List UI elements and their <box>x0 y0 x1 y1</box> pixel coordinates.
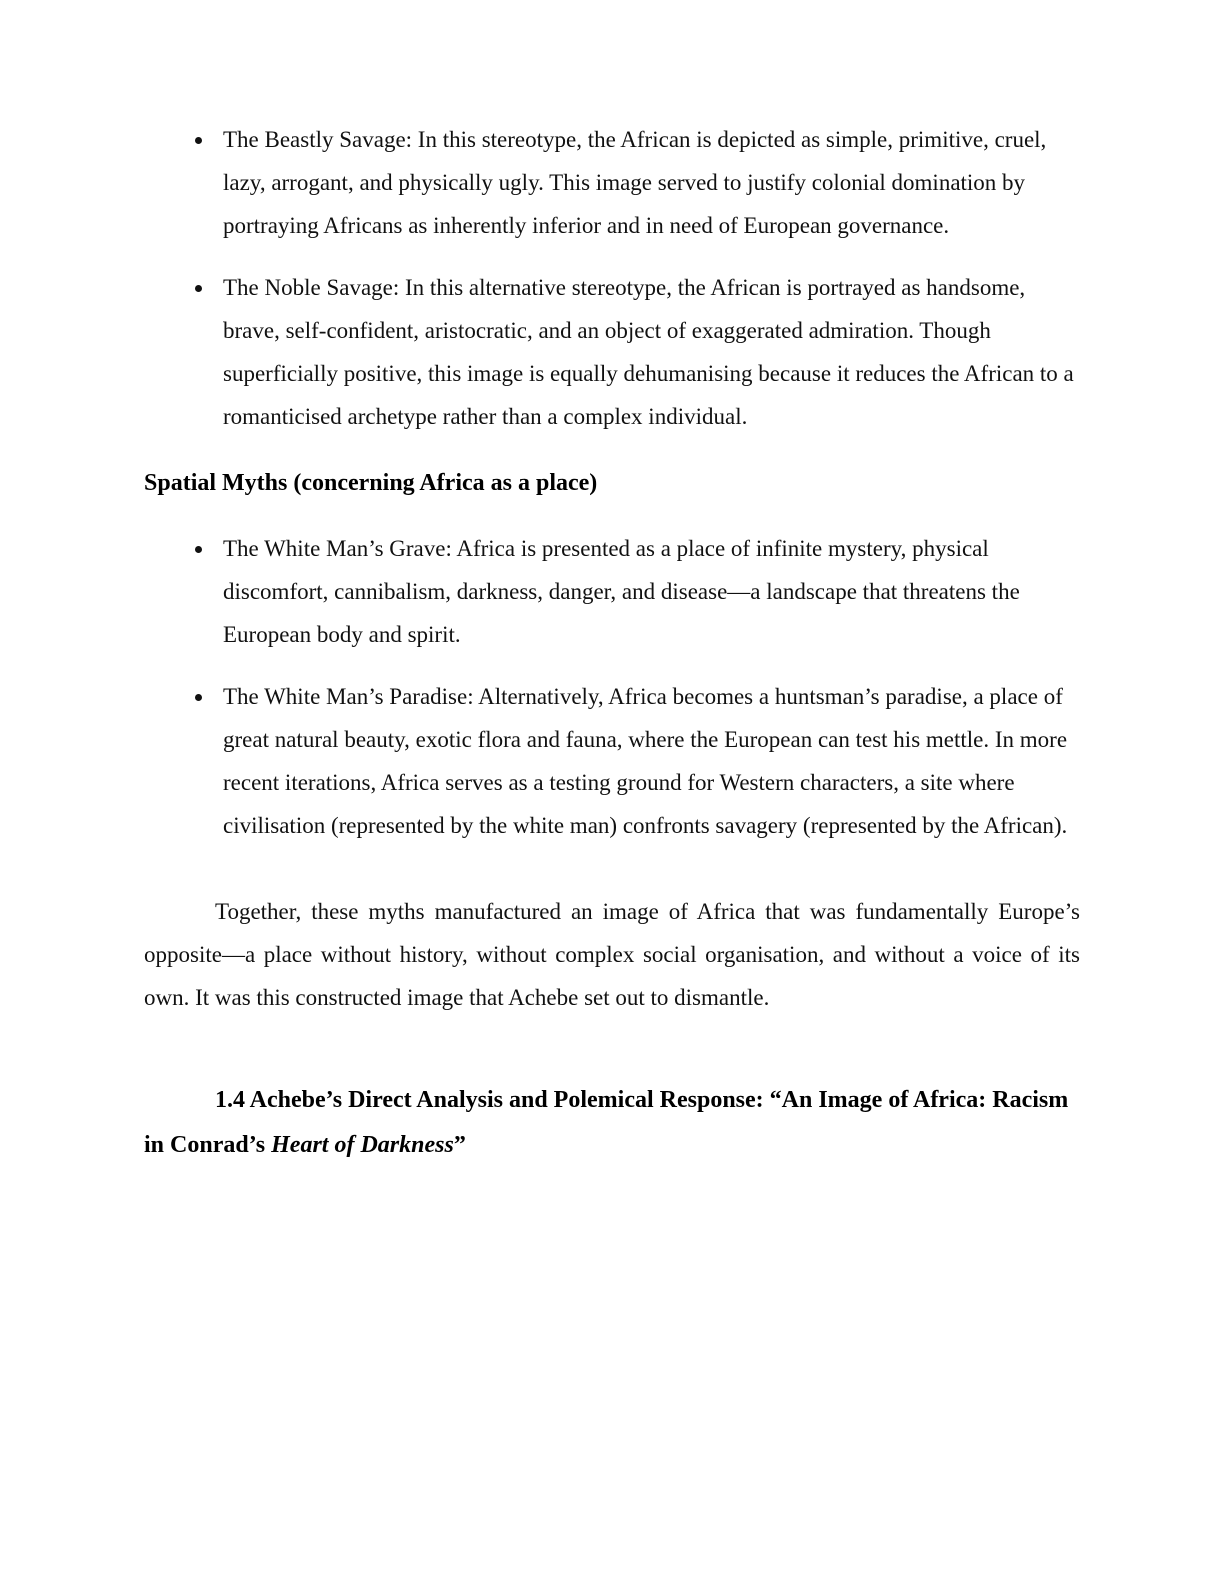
stereotype-bullet-list <box>144 118 1080 438</box>
spatial-myths-bullet-list <box>144 527 1080 847</box>
heading-text-part2: ” <box>453 1132 466 1158</box>
spatial-myths-heading: Spatial Myths (concerning Africa as a place) <box>144 470 598 496</box>
section-1-4-heading <box>144 1078 1080 1168</box>
bullet-beastly-savage: • The Beastly Savage: In this stereotype, the African is depicted as simple, primitive, cruel, lazy, arrogant, and physically ugly. This image served to justify colonial domination by portraying Africans as inherently inferior and in need of European governance. <box>215 118 1080 247</box>
heading-text-part1: 1.4 Achebe’s Direct Analysis and Polemical Response: “An Image of Africa: Racism in Conrad’s <box>144 1087 1069 1158</box>
bullet-white-mans-paradise: • The White Man’s Paradise: Alternatively, Africa becomes a huntsman’s paradise, a place of great natural beauty, exotic flora and fauna, where the European can test his mettle. In more recent iterations, Africa serves as a testing ground for Western characters, a site where civilisation (represented by the white man) confronts savagery (represented by the African). <box>215 675 1080 847</box>
summary-paragraph: Together, these myths manufactured an image of Africa that was fundamentally Europe’s opposite—a place without history, without complex social organisation, and without a voice of its own. It was this constructed image that Achebe set out to dismantle. <box>144 899 1080 1010</box>
bullet-noble-savage: • The Noble Savage: In this alternative stereotype, the African is portrayed as handsome, brave, self-confident, aristocratic, and an object of exaggerated admiration. Though superficially positive, this image is equally dehumanising because it reduces the African to a romanticised archetype rather than a complex individual. <box>215 266 1080 438</box>
bullet-white-mans-grave: • The White Man’s Grave: Africa is presented as a place of infinite mystery, physical discomfort, cannibalism, darkness, danger, and disease—a landscape that threatens the European body and spirit. <box>215 527 1080 656</box>
heading-title-italic: Heart of Darkness <box>271 1132 454 1158</box>
